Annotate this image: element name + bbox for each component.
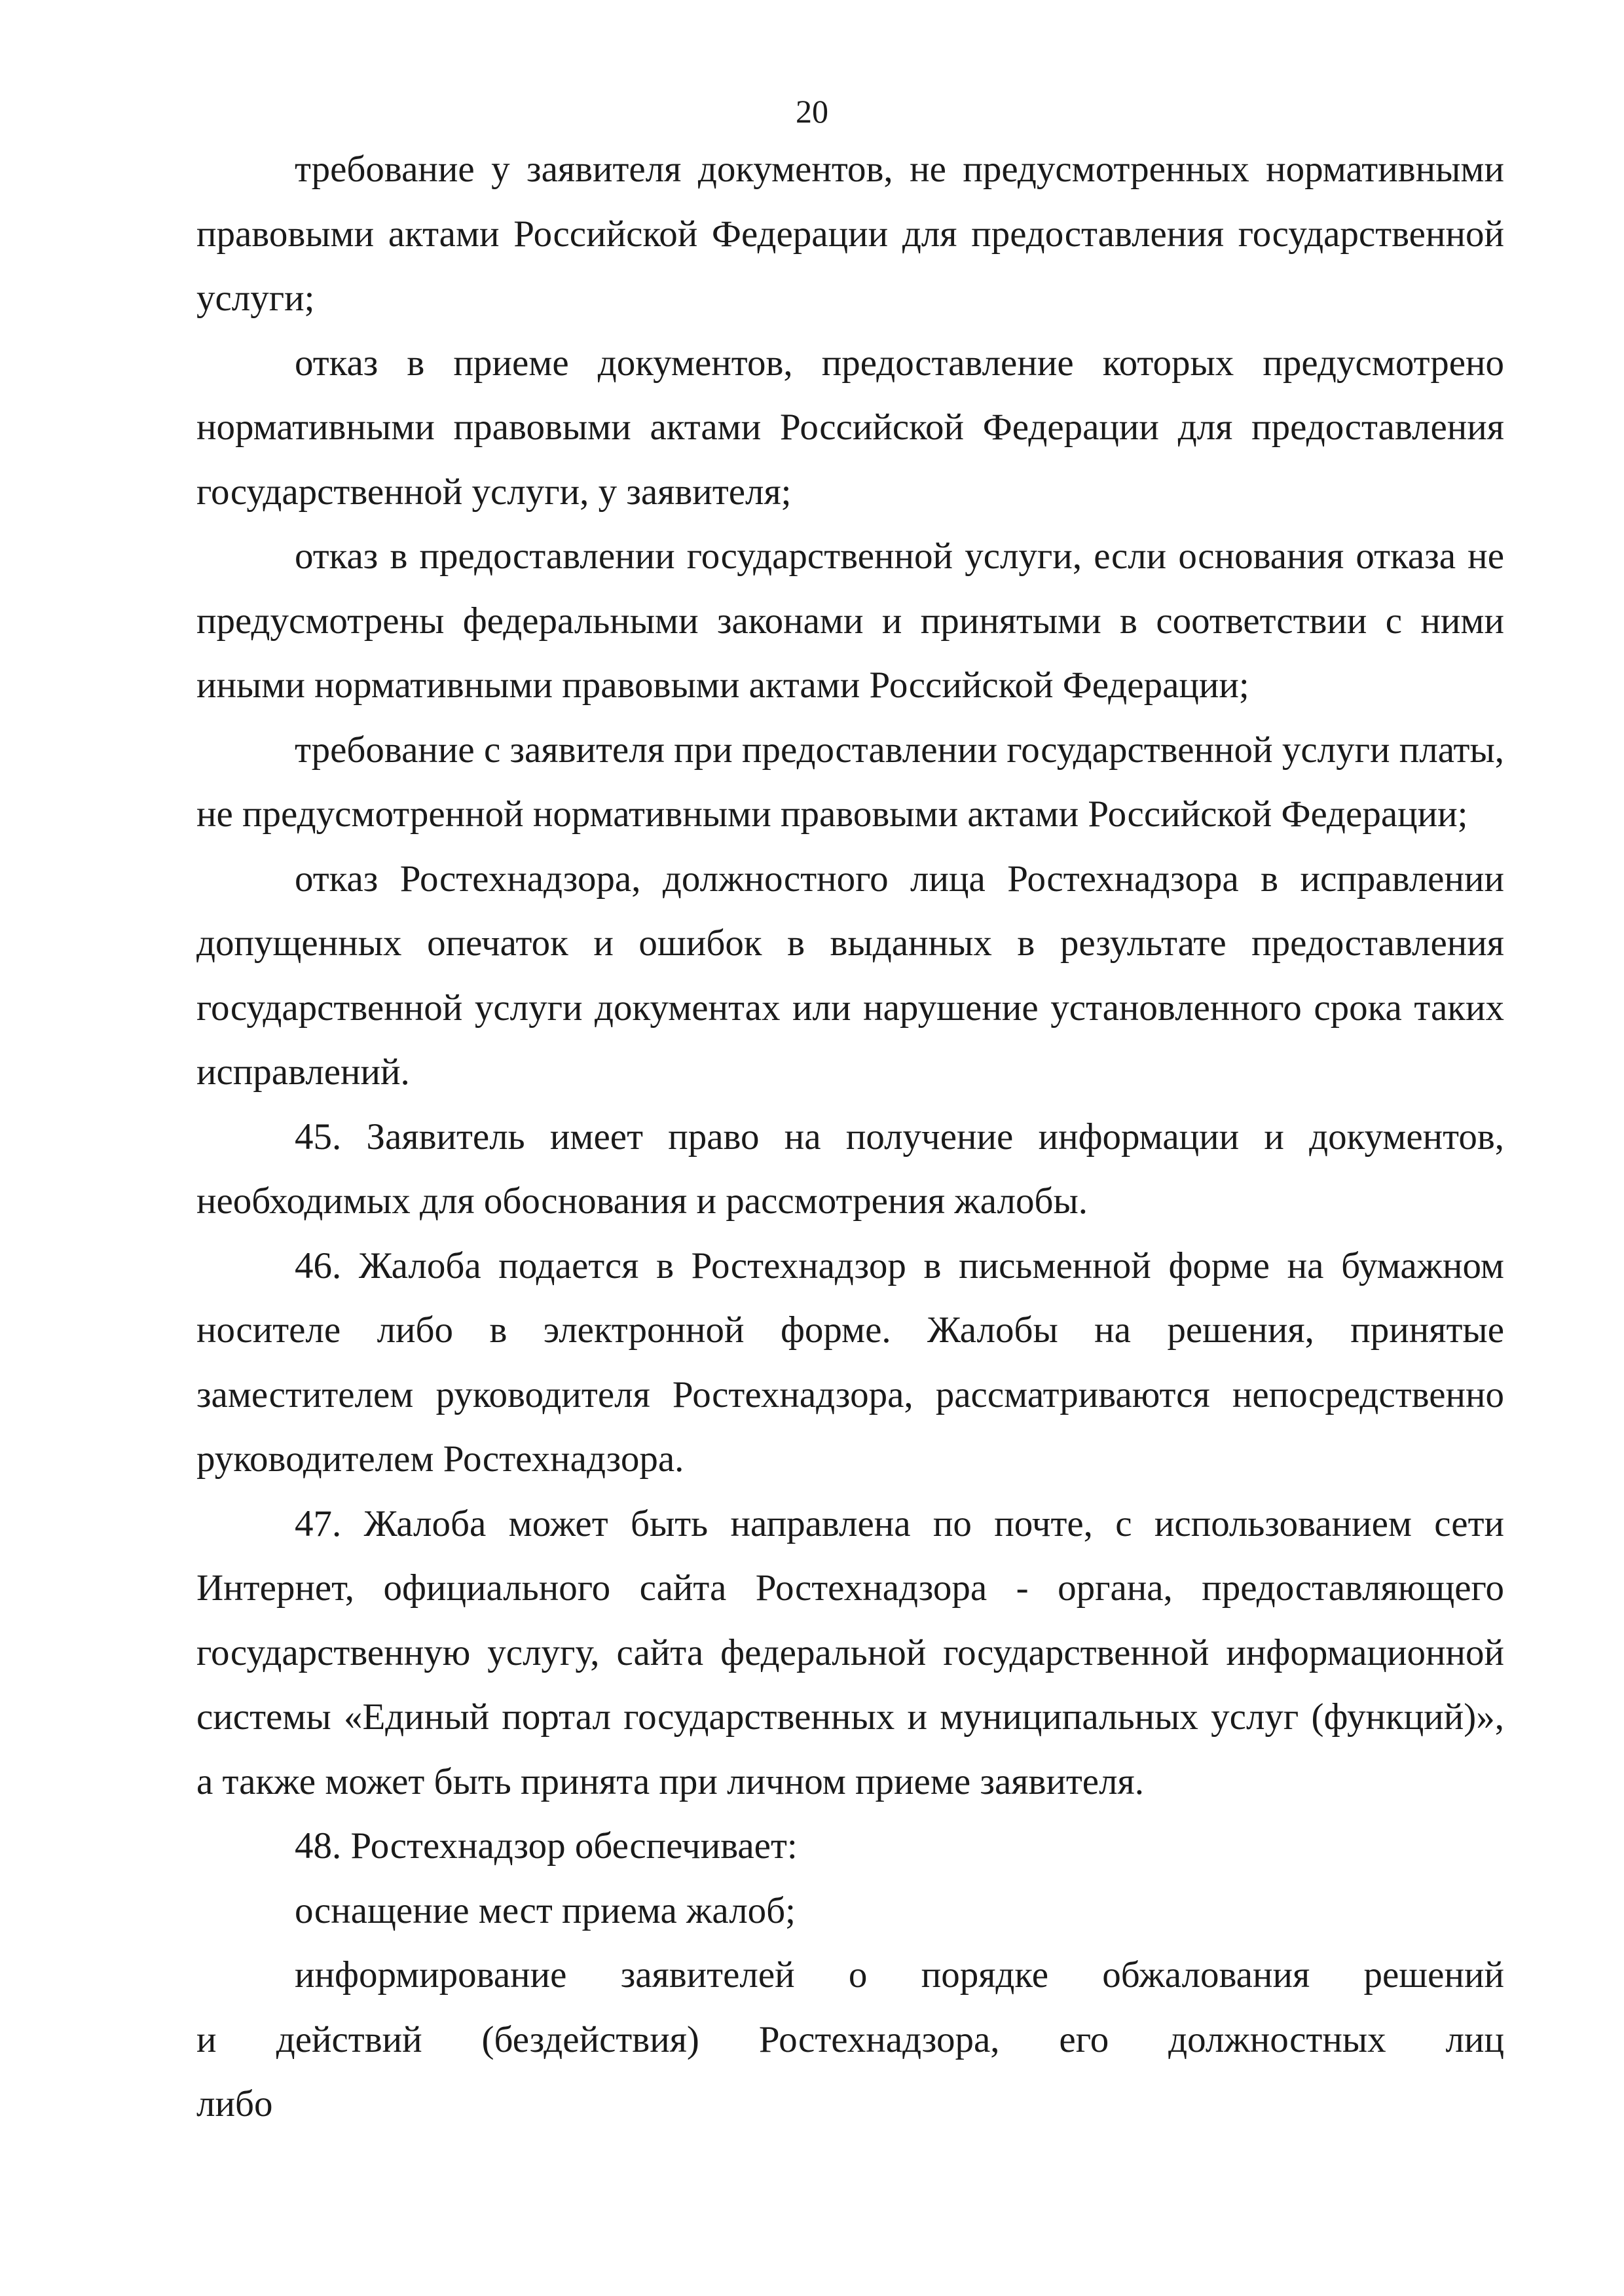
paragraph-item-48: 48. Ростехнадзор обеспечивает: [295, 1825, 798, 1867]
page-number: 20 [796, 93, 828, 130]
paragraph: оснащение мест приема жалоб; [295, 1889, 796, 1931]
paragraph: отказ в приеме документов, предоставление которых предусмотрено нормативными правовыми актами Российской Федерации для предоставления государственной услуги, у заявителя; [196, 342, 1504, 513]
document-body [196, 137, 1504, 2137]
paragraph: информирование заявителей о порядке обжалования решений [295, 1954, 1504, 1995]
paragraph: отказ Ростехнадзора, должностного лица Ростехнадзора в исправлении допущенных опечаток и ошибок в выданных в результате предоставления государственной услуги документах или нарушение установленного срока таких исправлений. [196, 858, 1504, 1093]
paragraph: отказ в предоставлении государственной услуги, если основания отказа не предусмотрены федеральными законами и принятыми в соответствии с ними иными нормативными правовыми актами Российской Федерации; [196, 536, 1504, 706]
continuation-first-word: и [196, 2018, 217, 2060]
paragraph: требование с заявителя при предоставлении государственной услуги платы, не предусмотренной нормативными правовыми актами Российской Федерации; [196, 729, 1504, 835]
paragraph-item-47: 47. Жалоба может быть направлена по почте, с использованием сети Интернет, официального сайта Ростехнадзора - органа, предоставляющего государственную услугу, сайта федеральной государственной информационной системы «Единый портал государственных и муниципальных услуг (функций)», а также может быть принята при личном приеме заявителя. [196, 1503, 1504, 1802]
paragraph-continuation [196, 2008, 1504, 2137]
paragraph-item-46: 46. Жалоба подается в Ростехнадзор в письменной форме на бумажном носителе либо в электронной форме. Жалобы на решения, принятые заместителем руководителя Ростехнадзора, рассматриваются непосредственно руководителем Ростехнадзора. [196, 1245, 1504, 1480]
continuation-rest: действий (бездействия) Ростехнадзора, его должностных лиц либо [196, 2018, 1504, 2124]
paragraph: требование у заявителя документов, не предусмотренных нормативными правовыми актами Российской Федерации для предоставления государственной услуги; [196, 149, 1504, 319]
paragraph-item-45: 45. Заявитель имеет право на получение информации и документов, необходимых для обоснования и рассмотрения жалобы. [196, 1116, 1504, 1222]
